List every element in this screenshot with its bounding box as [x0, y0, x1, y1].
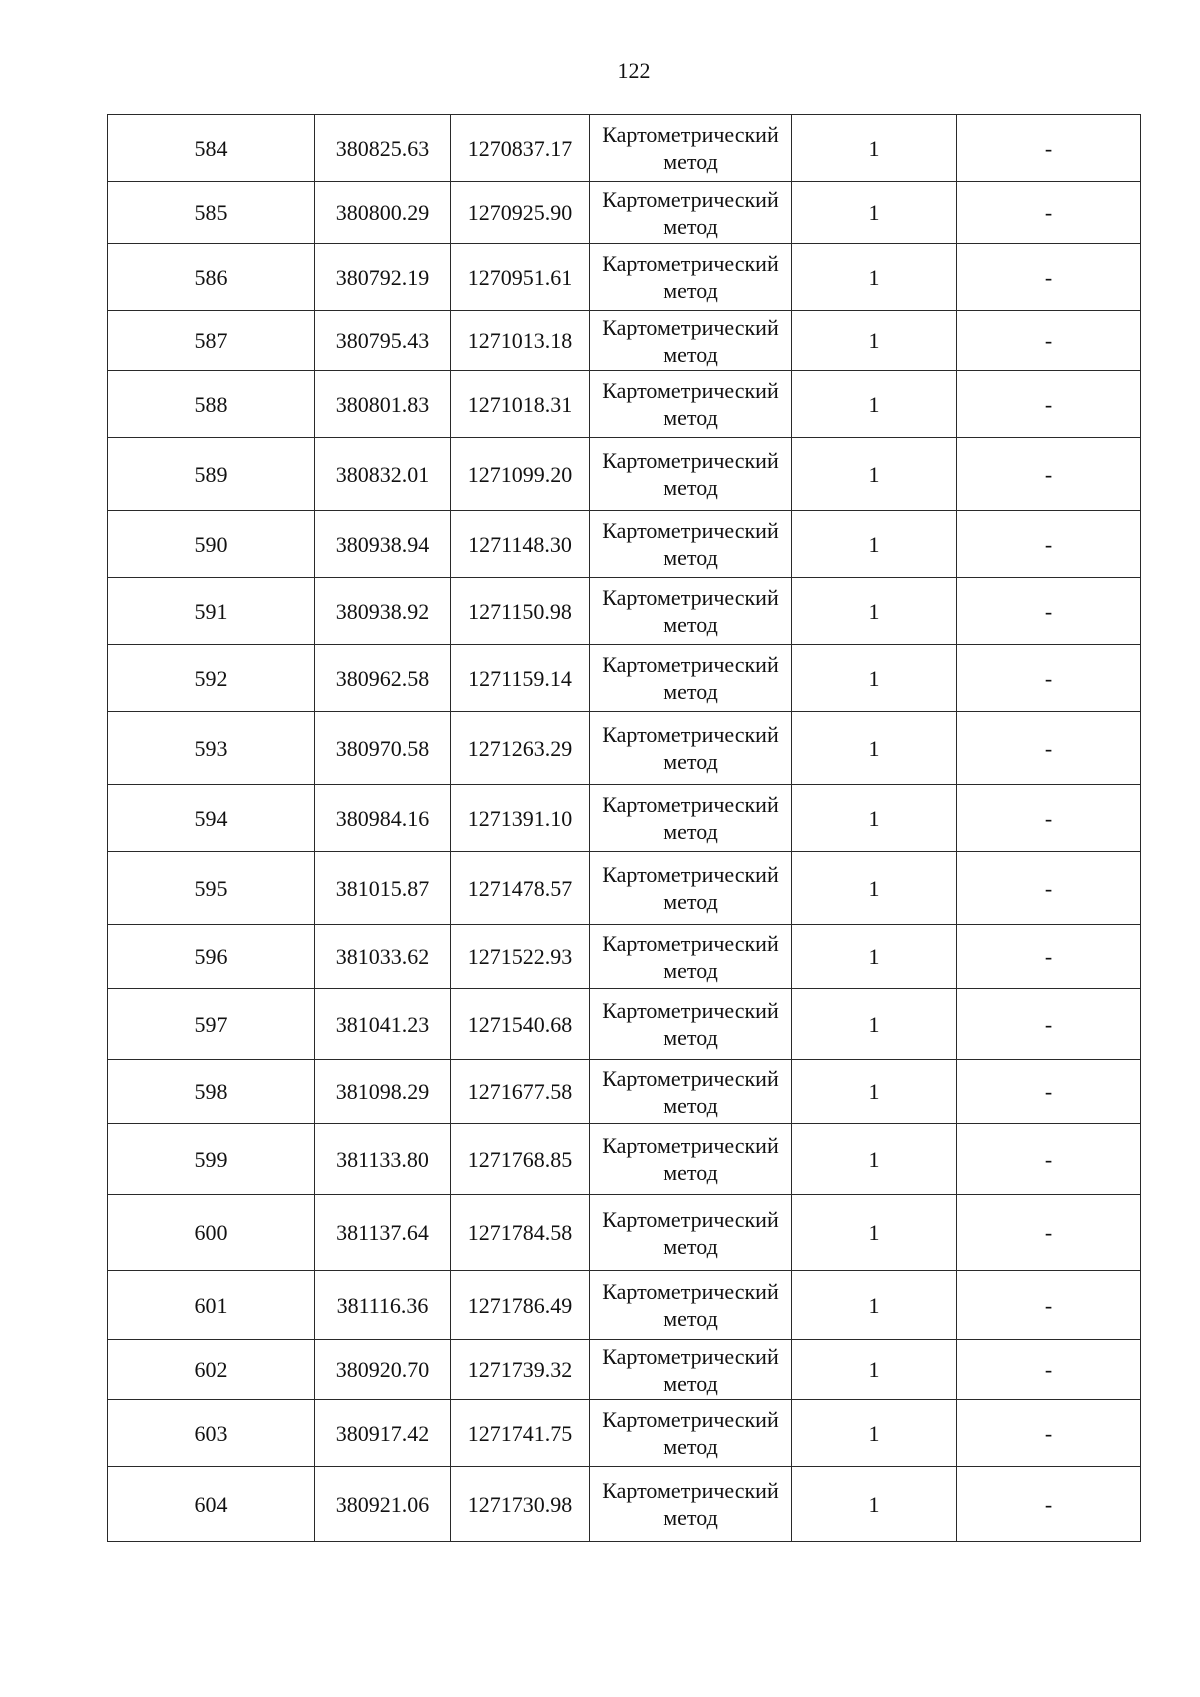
point-number-cell: 596	[108, 925, 315, 989]
method-line-1: Картометрический	[602, 518, 779, 543]
x-coordinate-cell: 380938.94	[315, 511, 451, 578]
accuracy-cell: 1	[792, 1271, 957, 1340]
point-number-cell: 599	[108, 1124, 315, 1195]
description-cell: -	[957, 1467, 1141, 1542]
method-line-1: Картометрический	[602, 652, 779, 677]
table-row	[108, 311, 1141, 371]
point-number-cell: 592	[108, 645, 315, 712]
y-coordinate-cell: 1271478.57	[451, 852, 590, 925]
x-coordinate-cell: 380938.92	[315, 578, 451, 645]
method-line-1: Картометрический	[602, 722, 779, 747]
point-number-cell: 595	[108, 852, 315, 925]
method-line-2: метод	[663, 889, 718, 914]
point-number-cell: 594	[108, 785, 315, 852]
method-cell	[590, 1467, 792, 1542]
y-coordinate-cell: 1271263.29	[451, 712, 590, 785]
y-coordinate-cell: 1271784.58	[451, 1195, 590, 1271]
method-line-2: метод	[663, 749, 718, 774]
x-coordinate-cell: 380962.58	[315, 645, 451, 712]
accuracy-cell: 1	[792, 438, 957, 511]
method-cell	[590, 852, 792, 925]
y-coordinate-cell: 1270951.61	[451, 244, 590, 311]
table-row	[108, 1400, 1141, 1467]
accuracy-cell: 1	[792, 852, 957, 925]
method-line-1: Картометрический	[602, 1206, 779, 1232]
accuracy-cell: 1	[792, 1060, 957, 1124]
point-number-cell: 597	[108, 989, 315, 1060]
method-cell	[590, 1340, 792, 1400]
method-cell	[590, 1400, 792, 1467]
method-line-2: метод	[663, 405, 718, 430]
x-coordinate-cell: 380795.43	[315, 311, 451, 371]
accuracy-cell: 1	[792, 1124, 957, 1195]
description-cell: -	[957, 244, 1141, 311]
x-coordinate-cell: 381137.64	[315, 1195, 451, 1271]
method-line-2: метод	[663, 475, 718, 500]
table-row	[108, 1467, 1141, 1542]
accuracy-cell: 1	[792, 1467, 957, 1542]
x-coordinate-cell: 380920.70	[315, 1340, 451, 1400]
method-line-2: метод	[663, 1505, 718, 1530]
point-number-cell: 590	[108, 511, 315, 578]
table-row	[108, 1340, 1141, 1400]
method-line-1: Картометрический	[602, 1343, 779, 1369]
description-cell: -	[957, 852, 1141, 925]
x-coordinate-cell: 380801.83	[315, 371, 451, 438]
method-line-2: метод	[663, 1370, 718, 1396]
method-line-2: метод	[663, 149, 718, 174]
accuracy-cell: 1	[792, 645, 957, 712]
x-coordinate-cell: 381015.87	[315, 852, 451, 925]
y-coordinate-cell: 1270837.17	[451, 115, 590, 182]
table-row	[108, 511, 1141, 578]
x-coordinate-cell: 380970.58	[315, 712, 451, 785]
table-row	[108, 244, 1141, 311]
method-cell	[590, 311, 792, 371]
x-coordinate-cell: 381098.29	[315, 1060, 451, 1124]
description-cell: -	[957, 371, 1141, 438]
method-cell	[590, 645, 792, 712]
table-row	[108, 1124, 1141, 1195]
point-number-cell: 586	[108, 244, 315, 311]
y-coordinate-cell: 1271677.58	[451, 1060, 590, 1124]
x-coordinate-cell: 380921.06	[315, 1467, 451, 1542]
point-number-cell: 601	[108, 1271, 315, 1340]
table-row	[108, 578, 1141, 645]
method-cell	[590, 115, 792, 182]
y-coordinate-cell: 1271018.31	[451, 371, 590, 438]
method-line-2: метод	[663, 1092, 718, 1118]
method-cell	[590, 925, 792, 989]
y-coordinate-cell: 1271159.14	[451, 645, 590, 712]
x-coordinate-cell: 380800.29	[315, 182, 451, 244]
method-cell	[590, 989, 792, 1060]
method-line-1: Картометрический	[602, 448, 779, 473]
table-row	[108, 438, 1141, 511]
table-row	[108, 925, 1141, 989]
accuracy-cell: 1	[792, 712, 957, 785]
accuracy-cell: 1	[792, 1400, 957, 1467]
point-number-cell: 588	[108, 371, 315, 438]
point-number-cell: 602	[108, 1340, 315, 1400]
accuracy-cell: 1	[792, 244, 957, 311]
y-coordinate-cell: 1271739.32	[451, 1340, 590, 1400]
description-cell: -	[957, 645, 1141, 712]
method-cell	[590, 511, 792, 578]
method-line-1: Картометрический	[602, 1407, 779, 1432]
method-line-2: метод	[663, 679, 718, 704]
accuracy-cell: 1	[792, 182, 957, 244]
table-row	[108, 115, 1141, 182]
point-number-cell: 600	[108, 1195, 315, 1271]
method-cell	[590, 371, 792, 438]
point-number-cell: 598	[108, 1060, 315, 1124]
table-row	[108, 989, 1141, 1060]
y-coordinate-cell: 1271786.49	[451, 1271, 590, 1340]
method-cell	[590, 785, 792, 852]
point-number-cell: 585	[108, 182, 315, 244]
accuracy-cell: 1	[792, 1195, 957, 1271]
point-number-cell: 603	[108, 1400, 315, 1467]
method-line-1: Картометрический	[602, 998, 779, 1023]
method-cell	[590, 1271, 792, 1340]
table-row	[108, 1060, 1141, 1124]
method-line-2: метод	[663, 957, 718, 983]
x-coordinate-cell: 381033.62	[315, 925, 451, 989]
accuracy-cell: 1	[792, 578, 957, 645]
table-row	[108, 1195, 1141, 1271]
method-line-2: метод	[663, 1160, 718, 1185]
method-line-2: метод	[663, 1434, 718, 1459]
y-coordinate-cell: 1271768.85	[451, 1124, 590, 1195]
method-line-2: метод	[663, 341, 718, 367]
point-number-cell: 593	[108, 712, 315, 785]
description-cell: -	[957, 1195, 1141, 1271]
table-row	[108, 712, 1141, 785]
table-row	[108, 645, 1141, 712]
description-cell: -	[957, 712, 1141, 785]
method-line-1: Картометрический	[602, 314, 779, 340]
x-coordinate-cell: 380917.42	[315, 1400, 451, 1467]
accuracy-cell: 1	[792, 371, 957, 438]
x-coordinate-cell: 381041.23	[315, 989, 451, 1060]
accuracy-cell: 1	[792, 925, 957, 989]
accuracy-cell: 1	[792, 989, 957, 1060]
method-cell	[590, 1060, 792, 1124]
description-cell: -	[957, 578, 1141, 645]
x-coordinate-cell: 380984.16	[315, 785, 451, 852]
point-number-cell: 591	[108, 578, 315, 645]
method-line-1: Картометрический	[602, 1279, 779, 1304]
method-line-1: Картометрический	[602, 930, 779, 956]
method-line-2: метод	[663, 1306, 718, 1331]
x-coordinate-cell: 380825.63	[315, 115, 451, 182]
y-coordinate-cell: 1271391.10	[451, 785, 590, 852]
method-line-2: метод	[663, 545, 718, 570]
method-line-2: метод	[663, 1025, 718, 1050]
accuracy-cell: 1	[792, 311, 957, 371]
point-number-cell: 589	[108, 438, 315, 511]
method-cell	[590, 438, 792, 511]
description-cell: -	[957, 1124, 1141, 1195]
x-coordinate-cell: 380792.19	[315, 244, 451, 311]
y-coordinate-cell: 1271099.20	[451, 438, 590, 511]
y-coordinate-cell: 1271148.30	[451, 511, 590, 578]
page-number: 122	[617, 58, 651, 83]
description-cell: -	[957, 1060, 1141, 1124]
description-cell: -	[957, 1400, 1141, 1467]
method-line-1: Картометрический	[602, 122, 779, 147]
table-row	[108, 785, 1141, 852]
coordinates-table	[107, 114, 1141, 1542]
method-line-1: Картометрический	[602, 862, 779, 887]
table-row	[108, 371, 1141, 438]
description-cell: -	[957, 438, 1141, 511]
description-cell: -	[957, 311, 1141, 371]
x-coordinate-cell: 381133.80	[315, 1124, 451, 1195]
method-line-1: Картометрический	[602, 1133, 779, 1158]
method-cell	[590, 712, 792, 785]
table-row	[108, 1271, 1141, 1340]
x-coordinate-cell: 381116.36	[315, 1271, 451, 1340]
method-cell	[590, 1195, 792, 1271]
point-number-cell: 587	[108, 311, 315, 371]
method-cell	[590, 244, 792, 311]
description-cell: -	[957, 1340, 1141, 1400]
method-line-2: метод	[663, 278, 718, 303]
description-cell: -	[957, 511, 1141, 578]
method-line-2: метод	[663, 612, 718, 637]
y-coordinate-cell: 1271741.75	[451, 1400, 590, 1467]
description-cell: -	[957, 989, 1141, 1060]
method-cell	[590, 578, 792, 645]
method-line-1: Картометрический	[602, 585, 779, 610]
method-line-1: Картометрический	[602, 378, 779, 403]
coordinates-table-body	[108, 115, 1141, 1542]
description-cell: -	[957, 1271, 1141, 1340]
point-number-cell: 604	[108, 1467, 315, 1542]
description-cell: -	[957, 925, 1141, 989]
method-line-1: Картометрический	[602, 1065, 779, 1091]
method-line-1: Картометрический	[602, 251, 779, 276]
accuracy-cell: 1	[792, 1340, 957, 1400]
description-cell: -	[957, 182, 1141, 244]
y-coordinate-cell: 1271540.68	[451, 989, 590, 1060]
description-cell: -	[957, 785, 1141, 852]
method-line-2: метод	[663, 1233, 718, 1259]
table-row	[108, 182, 1141, 244]
method-line-1: Картометрический	[602, 792, 779, 817]
y-coordinate-cell: 1271150.98	[451, 578, 590, 645]
y-coordinate-cell: 1271522.93	[451, 925, 590, 989]
table-row	[108, 852, 1141, 925]
method-line-1: Картометрический	[602, 186, 779, 212]
x-coordinate-cell: 380832.01	[315, 438, 451, 511]
method-cell	[590, 182, 792, 244]
method-line-1: Картометрический	[602, 1478, 779, 1503]
y-coordinate-cell: 1271013.18	[451, 311, 590, 371]
accuracy-cell: 1	[792, 511, 957, 578]
method-line-2: метод	[663, 819, 718, 844]
point-number-cell: 584	[108, 115, 315, 182]
description-cell: -	[957, 115, 1141, 182]
y-coordinate-cell: 1270925.90	[451, 182, 590, 244]
y-coordinate-cell: 1271730.98	[451, 1467, 590, 1542]
accuracy-cell: 1	[792, 785, 957, 852]
method-line-2: метод	[663, 213, 718, 239]
accuracy-cell: 1	[792, 115, 957, 182]
method-cell	[590, 1124, 792, 1195]
